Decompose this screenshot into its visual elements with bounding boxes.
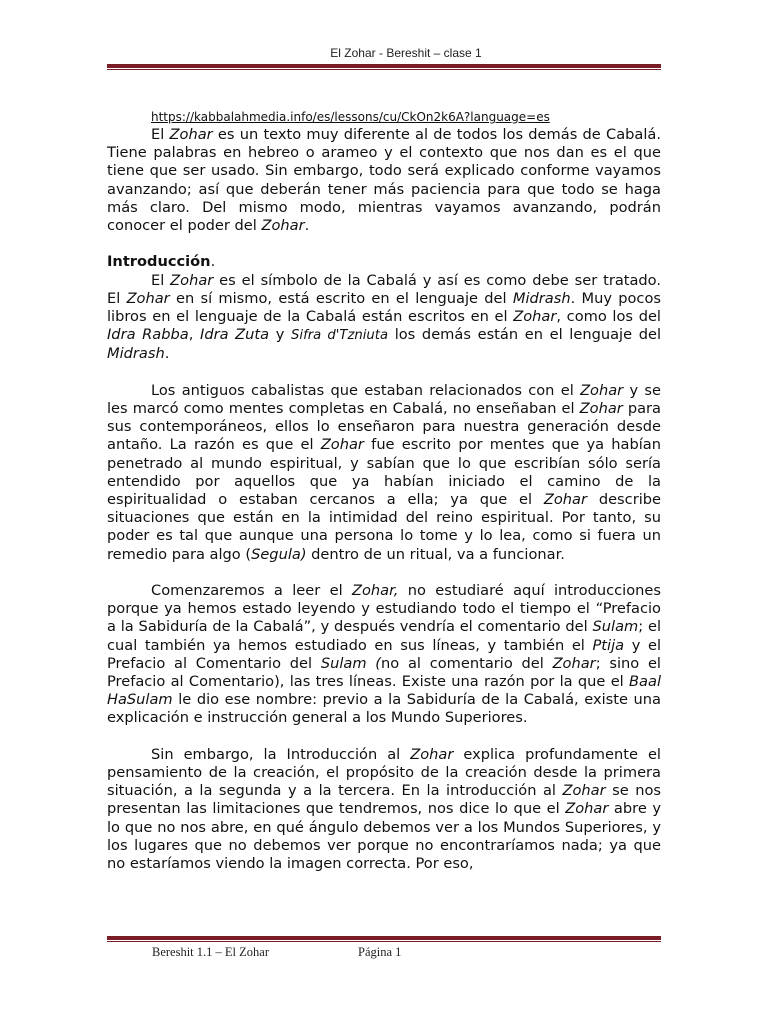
page-number: Página 1 (358, 945, 402, 959)
paragraph-1: El Zohar es un texto muy diferente al de todos los demás de Cabalá. Tiene palabras en hebreo o arameo y el contexto que nos dan es el que tiene que ser usado. Sin embargo, todo será explicado conforme vayamos avanzando; así que deberán tener más paciencia para que todo se haga más claro. Del mismo modo, mientras vayamos avanzando, podrán conocer el poder del Zohar. (107, 126, 662, 235)
section-heading: Introducción. (107, 253, 216, 271)
paragraph-5: Sin embargo, la Introducción al Zohar explica profundamente el pensamiento de la creación, el propósito de la creación desde la primera situación, a la segunda y a la tercera. En la introducción al Zohar se nos presentan las limitaciones que tendremos, nos dice lo que el Zohar abre y lo que no nos abre, en qué ángulo debemos ver a los Mundos Superiores, y los lugares que no debemos ver porque no encontraríamos nada; ya que no estaríamos viendo la imagen correcta. Por eso, (107, 745, 662, 873)
paragraph-2: El Zohar es el símbolo de la Cabalá y así es como debe ser tratado. El Zohar en sí mismo, está escrito en el lenguaje del Midrash. Muy pocos libros en el lenguaje de la Cabalá están escritos en el Zohar, como los del Idra Rabba, Idra Zuta y Sifra d'Tzniuta los demás están en el lenguaje del Midrash. (107, 271, 662, 363)
paragraph-4: Comenzaremos a leer el Zohar, no estudiaré aquí introducciones porque ya hemos estado leyendo y estudiando todo el tiempo el “Prefacio a la Sabiduría de la Cabalá”, y después vendría el comentario del Sulam; el cual también ya hemos estudiado en sus líneas, y también el Ptija y el Prefacio al Comentario del Sulam (no al comentario del Zohar; sino el Prefacio al Comentario), las tres líneas. Existe una razón por la que el Baal HaSulam le dio ese nombre: previo a la Sabiduría de la Cabalá, existe una explicación e instrucción general a los Mundo Superiores. (107, 582, 662, 727)
document-body (107, 109, 661, 873)
paragraph-3: Los antiguos cabalistas que estaban relacionados con el Zohar y se les marcó como mentes completas en Cabalá, no enseñaban el Zohar para sus contemporáneos, ellos lo enseñaron para nuestra generación desde antaño. La razón es que el Zohar fue escrito por mentes que ya habían penetrado al mundo espiritual, y sabían que lo que escribían sólo sería entendido por aquellos que ya habían iniciado el camino de la espiritualidad o estaban cercanos a ella; ya que el Zohar describe situaciones que están en la intimidad del reino espiritual. Por tanto, su poder es tal que aunque una persona lo tome y lo lea, como si fuera un remedio para algo (Segula) dentro de un ritual, va a funcionar. (107, 381, 662, 563)
page-footer (152, 945, 401, 960)
header-divider (107, 64, 661, 70)
footer-document-title: Bereshit 1.1 – El Zohar (152, 945, 269, 959)
lesson-link[interactable]: https://kabbalahmedia.info/es/lessons/cu/CkOn2k6A?language=es (151, 110, 550, 124)
page-header-title: El Zohar - Bereshit – clase 1 (330, 46, 482, 60)
footer-divider (107, 936, 661, 942)
